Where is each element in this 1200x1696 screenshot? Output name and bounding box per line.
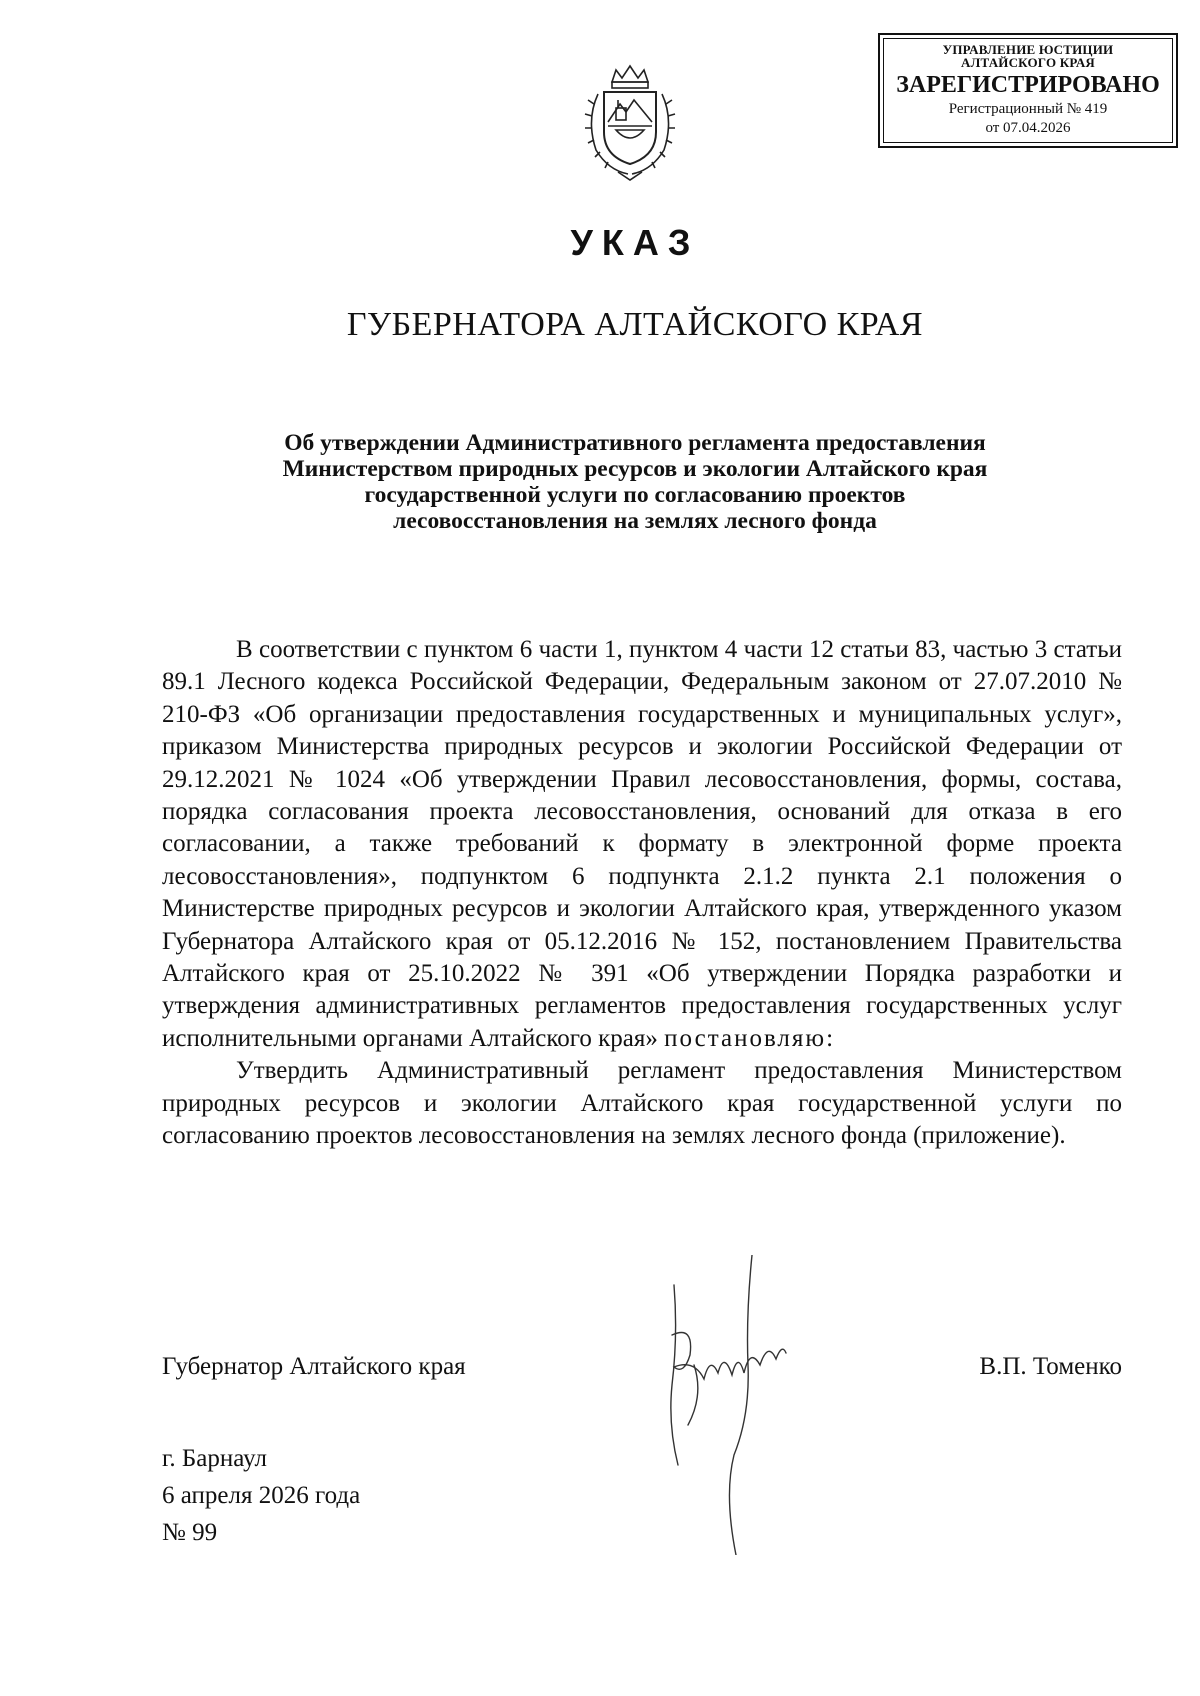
issuer-title: ГУБЕРНАТОРА АЛТАЙСКОГО КРАЯ — [346, 306, 924, 343]
signatory-name: В.П. Томенко — [979, 1353, 1122, 1380]
subject-line: государственной услуги по согласованию проектов — [364, 482, 906, 508]
decree-date: 6 апреля 2026 года — [162, 1482, 361, 1509]
stamp-status: ЗАРЕГИСТРИРОВАНО — [896, 72, 1160, 98]
body-paragraph-resolution: Утвердить Административный регламент предоставления Министерством природных ресурсов и экологии Алтайского края государственной услуги по согласованию проектов лесовосстановления на землях лесного фонда (приложение). — [162, 1057, 1122, 1150]
decree-word: постановляю: — [664, 1024, 836, 1052]
document-type-title: УКАЗ — [570, 222, 700, 263]
document-subject — [200, 430, 1070, 534]
legal-basis-text: В соответствии с пунктом 6 части 1, пунктом 4 части 12 статьи 83, частью 3 статьи 89.1 Лесного кодекса Российской Федерации, Федеральным законом от 27.07.2010 № 210-ФЗ «Об организации предоставления государственных и муниципальных услуг», приказом Министерства природных ресурсов и экологии Российской Федерации от 29.12.2021 № 1024 «Об утверждении Правил лесовосстановления, формы, состава, порядка согласования проекта лесовосстановления, оснований для отказа в его согласовании, а также требований к формату в электронной форме проекта лесовосстановления», подпунктом 6 подпункта 2.1.2 пункта 2.1 положения о Министерстве природных ресурсов и экологии Алтайского края, утвержденного указом Губернатора Алтайского края от 05.12.2016 № 152, постановлением Правительства Алтайского края от 25.10.2022 № 391 «Об утверждении Порядка разработки и утверждения административных регламентов предоставления государственных услуг исполнительными органами Алтайского края» — [162, 636, 1122, 1052]
stamp-reg-number: Регистрационный № 419 — [948, 101, 1108, 117]
document-body — [162, 634, 1122, 1153]
handwritten-signature — [664, 1255, 804, 1555]
body-paragraph-legal-basis — [162, 634, 1122, 1055]
stamp-org-line1: УПРАВЛЕНИЕ ЮСТИЦИИ — [942, 42, 1114, 57]
place-date-block — [162, 1440, 360, 1551]
subject-line: Министерством природных ресурсов и экологии Алтайского края — [282, 456, 988, 482]
subject-line: лесовосстановления на землях лесного фонда — [393, 508, 877, 534]
subject-line: Об утверждении Административного регламента предоставления — [284, 430, 986, 456]
decree-number: № 99 — [162, 1519, 218, 1546]
stamp-org-line2: АЛТАЙСКОГО КРАЯ — [961, 55, 1095, 70]
stamp-reg-date: от 07.04.2026 — [985, 120, 1071, 136]
city: г. Барнаул — [162, 1445, 267, 1472]
registration-stamp — [878, 33, 1178, 148]
coat-of-arms-icon — [568, 60, 692, 185]
signatory-position: Губернатор Алтайского края — [162, 1353, 466, 1380]
registration-stamp-frame — [883, 38, 1173, 143]
